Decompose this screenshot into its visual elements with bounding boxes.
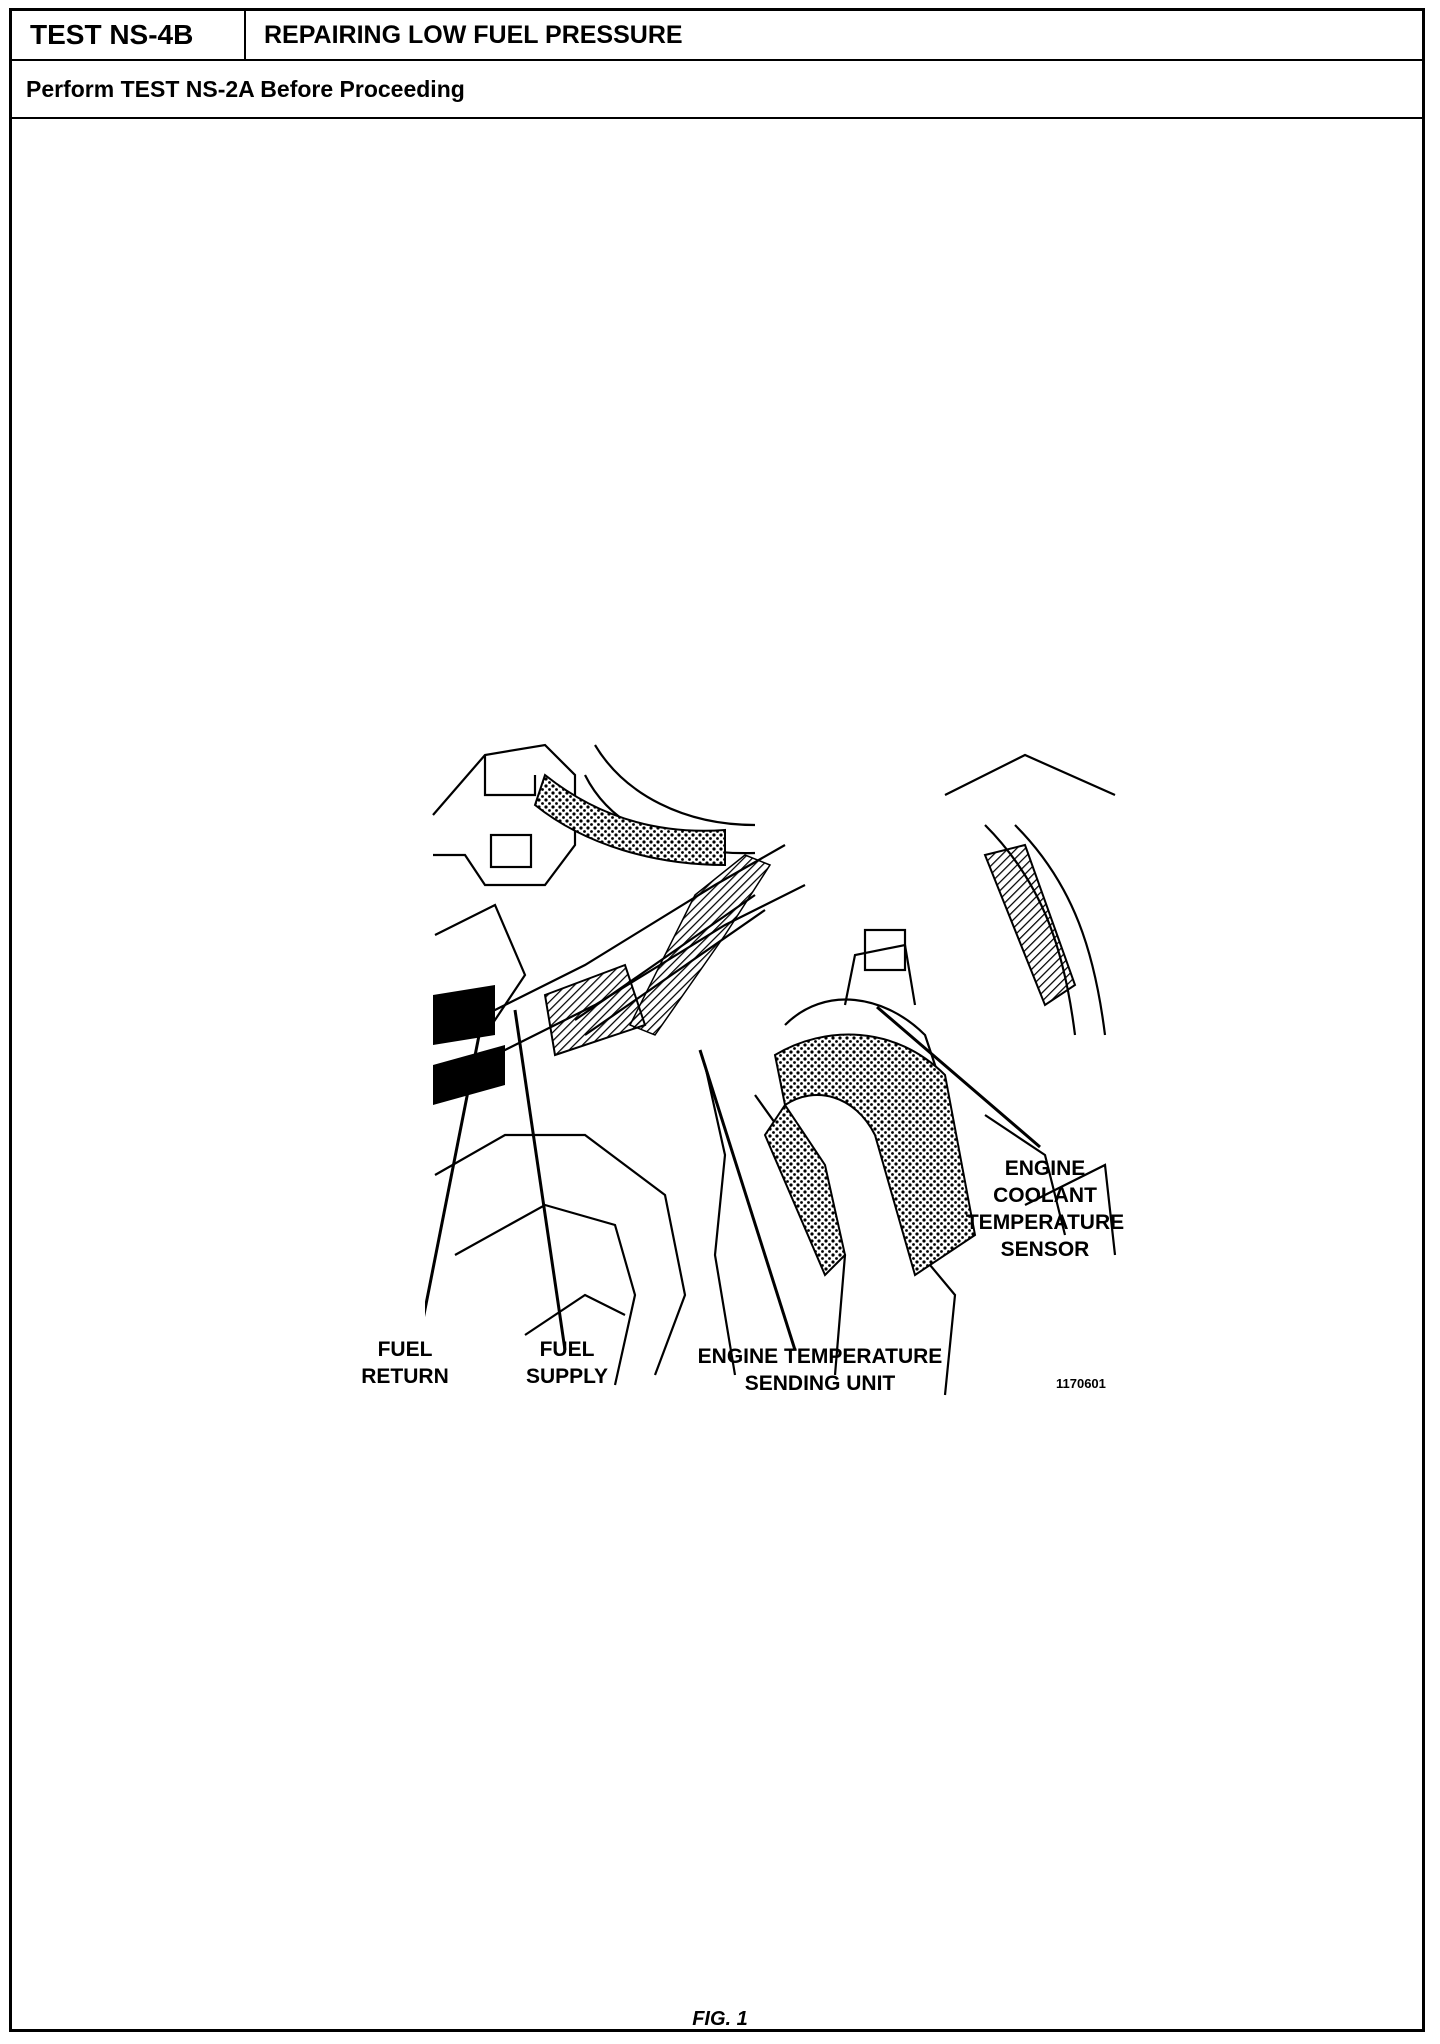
callout-line: SUPPLY [525, 1365, 609, 1388]
callout-fuel-supply [512, 1336, 622, 1390]
callout-line: ENGINE [1004, 1157, 1086, 1180]
callout-temp-sending-unit [670, 1343, 970, 1397]
callout-line: FUEL [539, 1338, 595, 1361]
prerequisite-text: Perform TEST NS-2A Before Proceeding [26, 76, 465, 102]
engine-illustration [425, 735, 1125, 1415]
callout-line: FUEL [377, 1338, 433, 1361]
figure-caption: FIG. 1 [692, 2008, 748, 2030]
callout-coolant-sensor [945, 1155, 1145, 1263]
callout-fuel-return [350, 1336, 460, 1390]
callout-line: ENGINE TEMPERATURE [697, 1345, 943, 1368]
test-id: TEST NS-4B [12, 11, 246, 59]
callout-line: SENDING UNIT [744, 1372, 896, 1395]
test-title: REPAIRING LOW FUEL PRESSURE [264, 21, 683, 49]
callout-line: TEMPERATURE [965, 1211, 1125, 1234]
figure-number: 1170601 [1056, 1376, 1106, 1391]
callout-line: SENSOR [1000, 1238, 1090, 1261]
callout-line: COOLANT [993, 1184, 1097, 1207]
callout-line: RETURN [361, 1365, 449, 1388]
prerequisite-row [12, 61, 1422, 119]
header-row [12, 11, 1422, 61]
